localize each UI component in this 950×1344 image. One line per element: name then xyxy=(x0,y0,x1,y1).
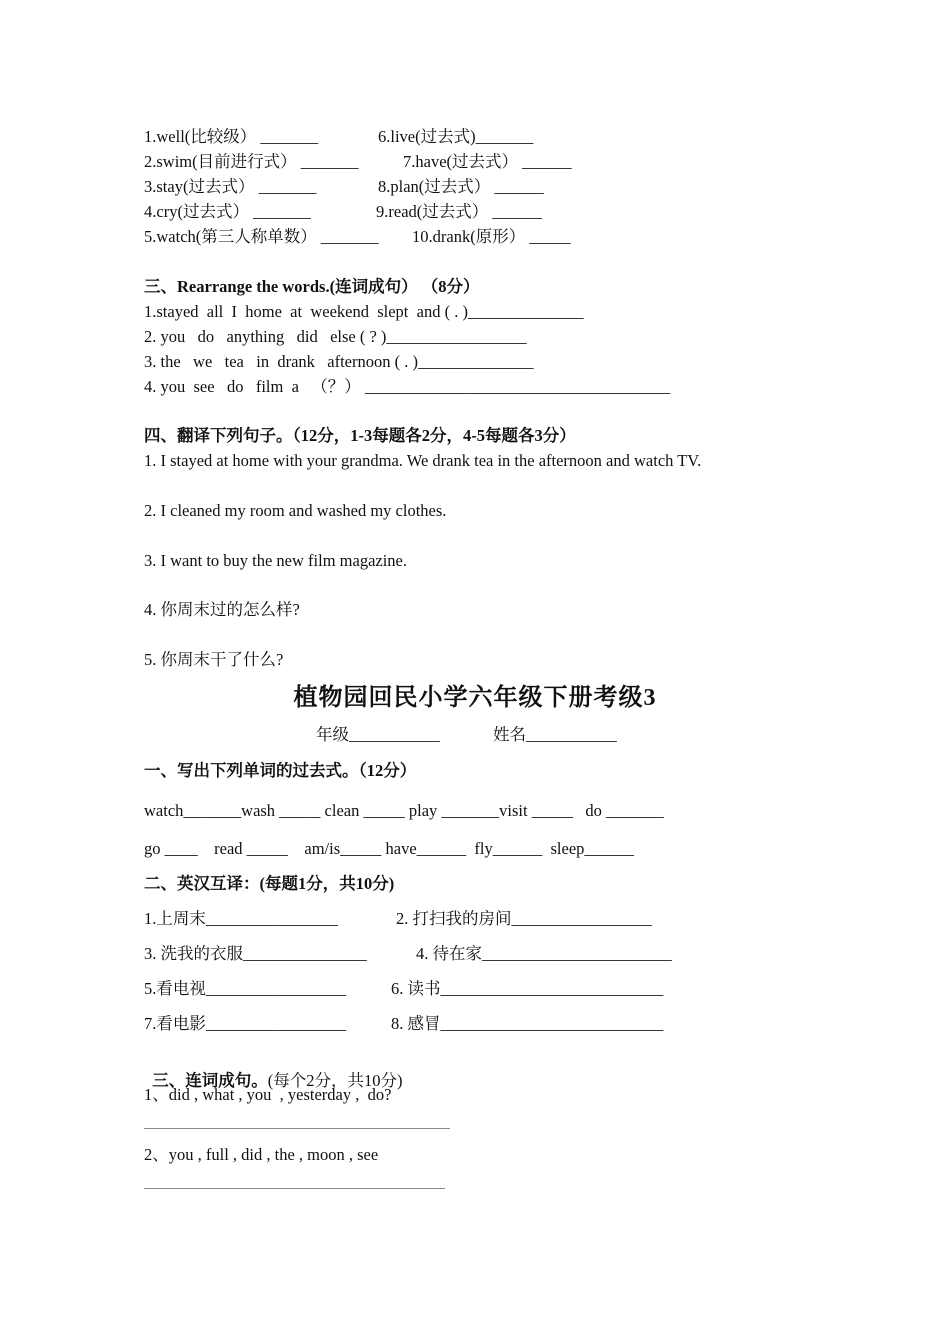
sentence-heading-note: (每个2分，共10分) xyxy=(267,1071,403,1090)
answer-line-1 xyxy=(144,1128,450,1129)
translation-item-7: 7.看电影_________________ xyxy=(144,1014,347,1033)
word-item-1: 1.well(比较级） _______ xyxy=(144,127,319,146)
name-field: 姓名___________ xyxy=(493,725,617,744)
word-item-10: 10.drank(原形） _____ xyxy=(412,227,571,246)
rearrange-item-3: 3. the we tea in drank afternoon ( . )______________ xyxy=(144,352,534,371)
translation-item-2: 2. 打扫我的房间_________________ xyxy=(396,909,652,928)
translation-item-1: 1.上周末________________ xyxy=(144,909,338,928)
translate-item-3: 3. I want to buy the new film magazine. xyxy=(144,551,408,570)
translation-item-3: 3. 洗我的衣服_______________ xyxy=(144,944,367,963)
translation-item-5: 5.看电视_________________ xyxy=(144,979,347,998)
translation-item-4: 4. 待在家_______________________ xyxy=(416,944,672,963)
sentence-item-2: 2、you , full , did , the , moon , see xyxy=(144,1145,379,1164)
translation-item-8: 8. 感冒___________________________ xyxy=(391,1014,664,1033)
past-tense-row-2: go ____ read _____ am/is_____ have______ fly______ sleep______ xyxy=(144,839,634,858)
word-item-3: 3.stay(过去式） _______ xyxy=(144,177,317,196)
rearrange-heading: 三、Rearrange the words.(连词成句） （8分） xyxy=(144,277,480,296)
translate-heading: 四、翻译下列句子。（12分，1-3每题各2分，4-5每题各3分） xyxy=(144,426,576,445)
word-item-5: 5.watch(第三人称单数） _______ xyxy=(144,227,379,246)
sentence-heading: 三、连词成句。 xyxy=(152,1071,268,1090)
rearrange-item-4: 4. you see do film a （？） _____________________________________ xyxy=(144,377,671,396)
word-item-8: 8.plan(过去式） ______ xyxy=(378,177,544,196)
answer-line-2 xyxy=(144,1188,445,1189)
past-tense-heading: 一、写出下列单词的过去式。（12分） xyxy=(144,761,417,780)
rearrange-item-2: 2. you do anything did else ( ? )_________________ xyxy=(144,327,527,346)
word-item-9: 9.read(过去式） ______ xyxy=(376,202,542,221)
translation-item-6: 6. 读书___________________________ xyxy=(391,979,664,998)
past-tense-row-1: watch_______wash _____ clean _____ play _______visit _____ do _______ xyxy=(144,801,664,820)
word-item-2: 2.swim(目前进行式） _______ xyxy=(144,152,359,171)
translation-heading: 二、英汉互译：(每题1分，共10分) xyxy=(144,874,395,893)
grade-field: 年级___________ xyxy=(316,725,440,744)
translate-item-2: 2. I cleaned my room and washed my clothes. xyxy=(144,501,447,520)
rearrange-item-1: 1.stayed all I home at weekend slept and ( . )______________ xyxy=(144,302,584,321)
word-item-4: 4.cry(过去式） _______ xyxy=(144,202,311,221)
sentence-item-1: 1、did , what , you , yesterday , do? xyxy=(144,1085,392,1104)
word-item-6: 6.live(过去式)_______ xyxy=(378,127,534,146)
exam-title: 植物园回民小学六年级下册考级3 xyxy=(293,685,657,711)
translate-item-1: 1. I stayed at home with your grandma. We drank tea in the afternoon and watch TV. xyxy=(144,451,702,470)
word-item-7: 7.have(过去式） ______ xyxy=(403,152,572,171)
translate-item-4: 4. 你周末过的怎么样? xyxy=(144,600,300,619)
translate-item-5: 5. 你周末干了什么? xyxy=(144,650,284,669)
